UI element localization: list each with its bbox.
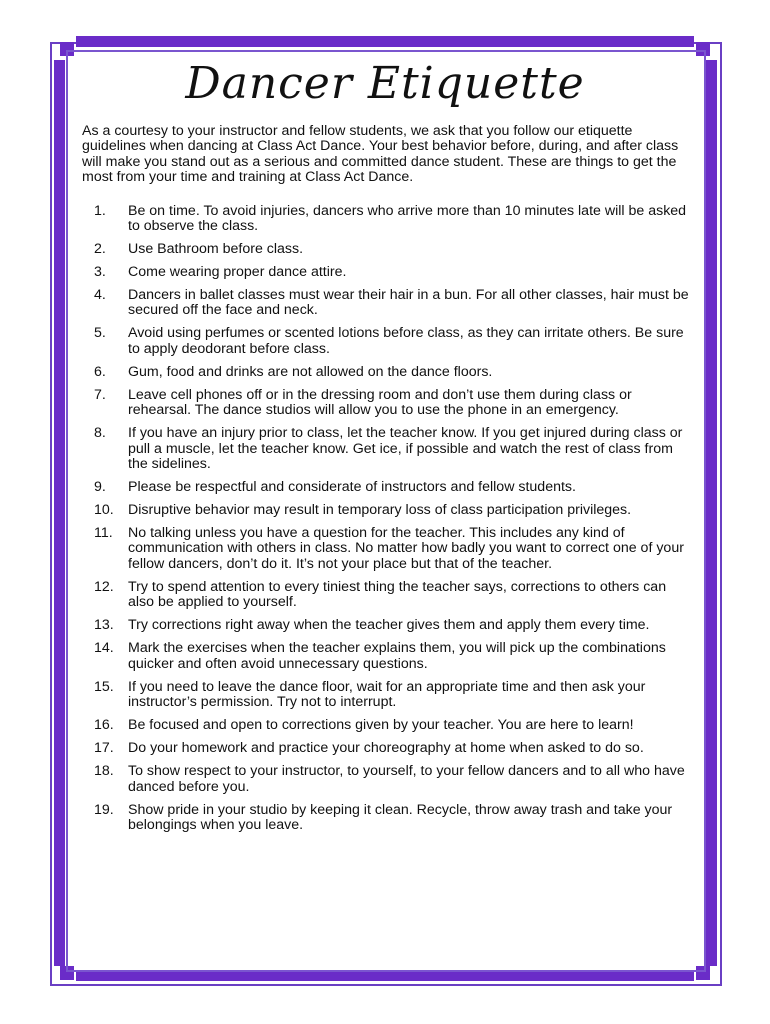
etiquette-rules-list	[82, 204, 694, 834]
rule-number: 3.	[94, 264, 106, 281]
rule-text: Try to spend attention to every tiniest thing the teacher says, corrections to others can also be applied to yourself.	[128, 578, 667, 611]
rule-text: Dancers in ballet classes must wear their hair in a bun. For all other classes, hair must be secured off the face and neck.	[128, 287, 689, 319]
rule-text: If you need to leave the dance floor, wait for an appropriate time and then ask your instructor’s permission. Try not to interrupt.	[128, 678, 646, 711]
rule-text: Use Bathroom before class.	[128, 241, 304, 258]
rule-text: Please be respectful and considerate of instructors and fellow students.	[128, 479, 576, 496]
rule-text: Gum, food and drinks are not allowed on the dance floors.	[128, 363, 493, 380]
rule-number: 8.	[94, 425, 106, 442]
rule-number: 13.	[94, 617, 114, 634]
page-title: Dancer Etiquette	[185, 58, 585, 109]
rule-text: To show respect to your instructor, to yourself, to your fellow dancers and to all who have danced before you.	[128, 763, 685, 795]
rule-text: Show pride in your studio by keeping it clean. Recycle, throw away trash and take your belongings when you leave.	[128, 801, 673, 833]
rule-number: 18.	[94, 763, 114, 780]
rule-item	[82, 204, 694, 235]
rule-text: Do your homework and practice your choreography at home when asked to do so.	[128, 740, 644, 757]
rule-number: 19.	[94, 801, 114, 818]
rule-item	[82, 426, 694, 472]
rule-number: 10.	[94, 502, 114, 519]
rule-item	[82, 741, 694, 756]
rule-number: 7.	[94, 386, 106, 403]
rule-item	[82, 326, 694, 357]
rule-number: 2.	[94, 241, 106, 258]
rule-text: No talking unless you have a question for the teacher. This includes any kind of communication with others in class. No matter how badly you want to correct one of your fellow dancers, don’t do it. It’s not your place but that of the teacher.	[128, 525, 684, 572]
border-left-bar	[54, 60, 65, 966]
rule-item	[82, 365, 694, 380]
rule-number: 5.	[94, 325, 106, 342]
rule-number: 6.	[94, 363, 106, 380]
rule-text: Come wearing proper dance attire.	[128, 264, 347, 281]
rule-text: Be focused and open to corrections given by your teacher. You are here to learn!	[128, 717, 634, 734]
rule-item	[82, 580, 694, 611]
intro-paragraph: As a courtesy to your instructor and fellow students, we ask that you follow our etiquette guidelines when dancing at Class Act Dance. Your best behavior before, during, and after class will make you stand out as a serious and committed dance student. These are things to get the most from your time and training at Class Act Dance.	[82, 123, 679, 186]
rule-item	[82, 680, 694, 711]
rule-item	[82, 803, 694, 834]
rule-item	[82, 618, 694, 633]
rule-text: Be on time. To avoid injuries, dancers who arrive more than 10 minutes late will be asked to observe the class.	[128, 202, 687, 235]
rule-number: 15.	[94, 678, 114, 695]
rule-number: 4.	[94, 287, 106, 304]
rule-text: Leave cell phones off or in the dressing room and don’t use them during class or rehearsal. The dance studios will allow you to use the phone in an emergency.	[128, 386, 632, 419]
rule-item	[82, 503, 694, 518]
rule-number: 16.	[94, 717, 114, 734]
rule-item	[82, 764, 694, 795]
rule-number: 14.	[94, 640, 114, 657]
rule-number: 9.	[94, 479, 106, 496]
rule-item	[82, 265, 694, 280]
rule-text: Try corrections right away when the teacher gives them and apply them every time.	[128, 617, 650, 634]
document-body	[82, 124, 694, 841]
rule-item	[82, 288, 694, 319]
rule-text: Avoid using perfumes or scented lotions before class, as they can irritate others. Be sure to apply deodorant before class.	[128, 325, 684, 357]
rule-item	[82, 641, 694, 672]
rule-number: 17.	[94, 740, 114, 757]
rule-item	[82, 388, 694, 419]
rule-number: 12.	[94, 578, 114, 595]
rule-item	[82, 718, 694, 733]
rule-number: 1.	[94, 202, 106, 219]
rule-item	[82, 480, 694, 495]
border-top-bar	[76, 36, 694, 47]
rule-text: If you have an injury prior to class, let the teacher know. If you get injured during class or pull a muscle, let the teacher know. Get ice, if possible and watch the rest of class from the sidelines.	[128, 425, 683, 473]
border-right-bar	[706, 60, 717, 966]
rule-text: Disruptive behavior may result in temporary loss of class participation privileges.	[128, 502, 632, 519]
rule-item	[82, 242, 694, 257]
rule-text: Mark the exercises when the teacher explains them, you will pick up the combinations quicker and often avoid unnecessary questions.	[128, 640, 666, 672]
rule-item	[82, 526, 694, 572]
rule-number: 11.	[94, 525, 113, 542]
